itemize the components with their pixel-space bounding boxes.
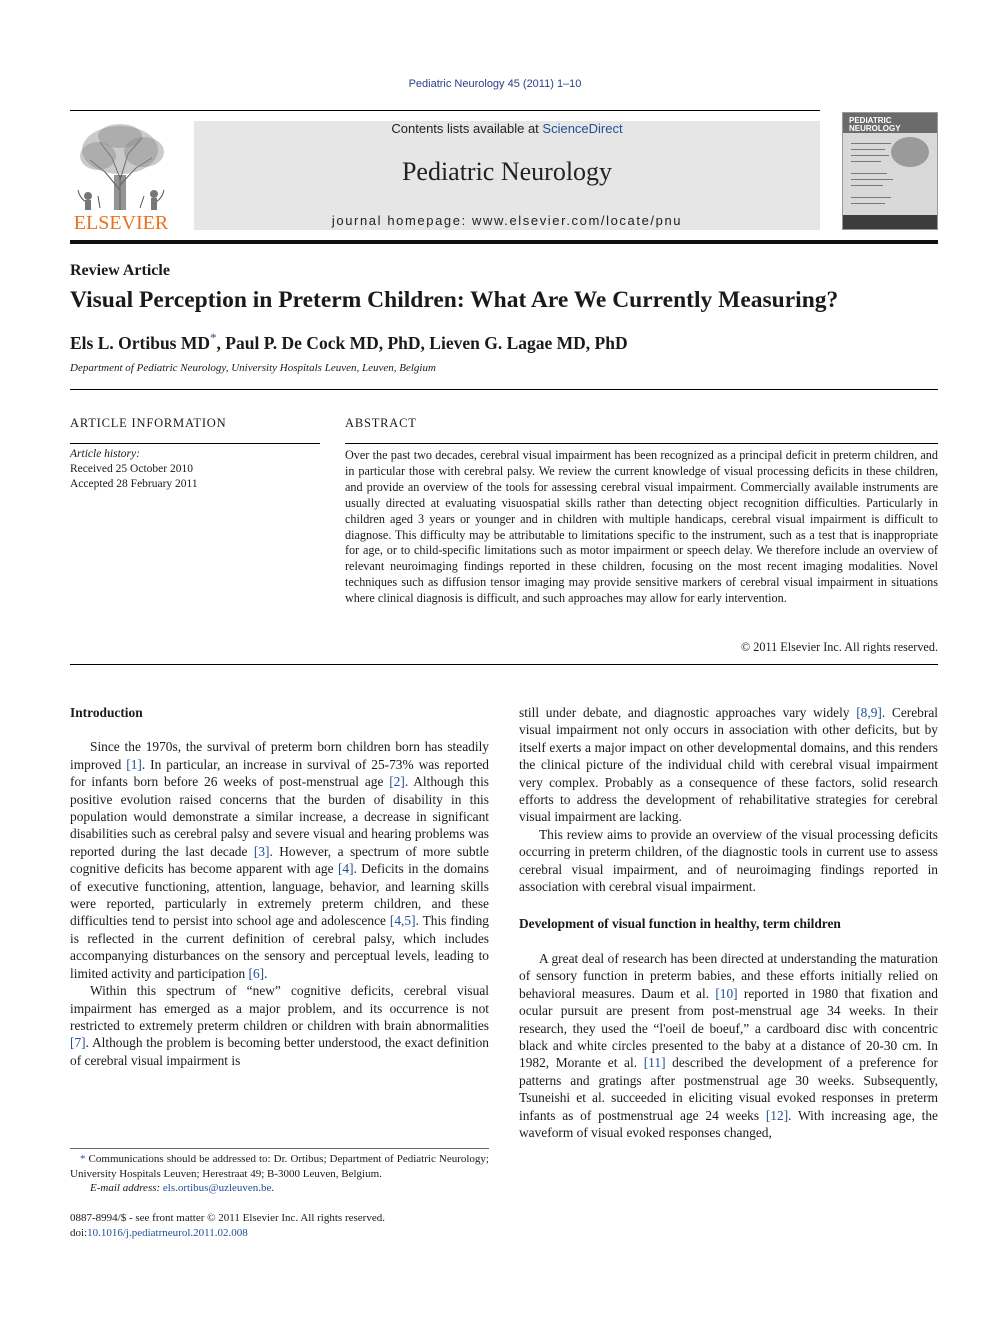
cover-footer — [843, 215, 938, 229]
cover-line — [851, 173, 887, 174]
section-rule — [70, 389, 938, 390]
author-name: Els L. Ortibus MD — [70, 332, 211, 353]
cover-line — [851, 143, 891, 144]
header-top-rule — [70, 110, 820, 111]
journal-cover-thumbnail[interactable] — [842, 112, 938, 230]
text-run: . With increasing age, the waveform of visual evoked responses changed, — [519, 1107, 938, 1140]
body-paragraph — [70, 982, 489, 1069]
header-thick-rule — [70, 240, 938, 244]
article-type: Review Article — [70, 262, 170, 279]
text-run: A great deal of research has been directed at understanding the maturation of sensory function in preterm babies, and these efforts initially relied on behavioral measures. Daum et al. — [519, 950, 938, 1001]
author-names: , Paul P. De Cock MD, PhD, Lieven G. Lagae MD, PhD — [216, 332, 628, 353]
article-history — [70, 447, 198, 492]
journal-homepage[interactable]: journal homepage: www.elsevier.com/locate/pnu — [331, 213, 683, 228]
text-run: . — [264, 965, 268, 981]
text-run: . This finding is reflected in the current definition of cerebral palsy, which includes accompanying disturbances on the sensory and perceptual levels, leading to limited activity and participation — [70, 913, 489, 981]
text-run: still under debate, and diagnostic approaches vary widely — [519, 705, 857, 720]
reference-link[interactable]: [1] — [126, 756, 142, 772]
abstract-heading: ABSTRACT — [345, 416, 417, 430]
section-rule — [70, 664, 938, 665]
elsevier-wordmark: ELSEVIER — [73, 212, 169, 234]
text-run: reported in 1980 that fixation and ocular pursuit are present from post-menstrual age 34 weeks. In their research, they used the “l'oeil de boeuf,” a cardboard disc with concentric black and white circles presented to the baby at a distance of 20-30 cm. In 1982, Morante et al. — [519, 985, 938, 1071]
cover-line — [851, 185, 883, 186]
cover-line — [851, 155, 889, 156]
accepted-date: Accepted 28 February 2011 — [70, 478, 198, 490]
cover-line — [851, 203, 885, 204]
text-run: . In particular, an increase in survival of 25-73% was reported for infants born before 26 weeks of post-menstrual age — [70, 756, 489, 790]
cover-brain-image — [891, 137, 929, 167]
section-heading-introduction: Introduction — [70, 705, 143, 720]
body-paragraph — [70, 738, 489, 982]
article-title: Visual Perception in Preterm Children: What Are We Currently Measuring? — [70, 287, 839, 313]
elsevier-logo[interactable] — [70, 120, 172, 232]
article-info-rule — [70, 443, 320, 444]
reference-link[interactable]: [12] — [765, 1107, 789, 1123]
text-run: Within this spectrum of “new” cognitive deficits, cerebral visual impairment has emerged as a major problem, and its occurrence is not restricted to extremely preterm children or children with brain abnormalities — [70, 983, 489, 1033]
reference-link[interactable]: [11] — [643, 1055, 666, 1071]
footnote — [70, 1152, 489, 1196]
author-list — [70, 330, 628, 354]
text-run: . Although the problem is becoming better understood, the exact definition of cerebral visual impairment is — [70, 1035, 489, 1068]
reference-link[interactable]: [4,5] — [389, 913, 416, 929]
cover-title: PEDIATRIC NEUROLOGY — [849, 116, 901, 133]
footnote-mark: * — [80, 1153, 86, 1165]
body-paragraph — [519, 704, 938, 826]
cover-line — [851, 197, 891, 198]
sciencedirect-link[interactable]: ScienceDirect — [542, 121, 623, 136]
contents-prefix: Contents lists available at — [391, 121, 543, 136]
doi-line — [70, 1226, 385, 1241]
text-run: described the development of a preference for patterns and gratings after postmenstrual age 30 weeks. Subsequently, Tsuneishi et al. succeeded in eliciting visual evoked responses in preterm infants as of postmenstrual age 24 weeks — [519, 1055, 938, 1123]
cover-line — [851, 179, 893, 180]
text-run: . However, a spectrum of more subtle cognitive deficits has become apparent with age — [70, 843, 489, 877]
email-label: E-mail address: — [90, 1182, 161, 1195]
body-paragraph: This review aims to provide an overview of the visual processing deficits occurring in preterm children, of the diagnostic tools in current use to assess cerebral visual impairment, and of neuroimaging findings reported in association with cerebral visual impairment. — [519, 826, 938, 895]
reference-link[interactable]: [2] — [389, 774, 405, 790]
journal-citation[interactable]: Pediatric Neurology 45 (2011) 1–10 — [408, 78, 582, 90]
abstract-text: Over the past two decades, cerebral visual impairment has been recognized as a principal deficit in preterm children, and in particular those with cerebral palsy. We review the current knowledge of visual processing deficits in these children, and provide an overview of the tools for assessing cerebral visual impairment. Commercially available instruments are usually directed at evaluating visuospatial skills rather than detecting object recognition difficulties. Particularly in children aged 3 years or younger and in children with multiple handicaps, cerebral visual impairment is difficult to diagnose. This difficulty may be attributable to limitations specific to the instrument, such as a test that is inappropriate for age, or to child-specific limitations such as motor impairment or speech delay. We therefore include an overview of relevant neuroimaging findings reported in these children, focusing on the most recent imaging modalities. Novel techniques such as diffusion tensor imaging may provide sensitive markers of cerebral visual impairment in situations where clinical diagnosis is difficult, and such approaches may allow for early intervention. — [345, 448, 938, 606]
cover-line — [851, 149, 885, 150]
reference-link[interactable]: [3] — [253, 843, 270, 859]
email-link[interactable]: els.ortibus@uzleuven.be — [162, 1182, 272, 1195]
journal-title: Pediatric Neurology — [401, 157, 613, 186]
footnote-text — [70, 1152, 489, 1181]
doi-label: doi: — [70, 1227, 88, 1239]
article-info-heading: ARTICLE INFORMATION — [70, 416, 227, 430]
body-column-left — [70, 704, 489, 1069]
corresponding-author-mark[interactable]: * — [210, 330, 217, 345]
copyright-line: © 2011 Elsevier Inc. All rights reserved. — [741, 640, 938, 654]
section-heading-development: Development of visual function in healthy, term children — [519, 916, 841, 932]
reference-link[interactable]: [6] — [248, 965, 265, 981]
contents-line — [194, 121, 820, 136]
doi-link[interactable]: 10.1016/j.pediatrneurol.2011.02.008 — [87, 1227, 248, 1239]
history-label: Article history: — [70, 448, 140, 460]
reference-link[interactable]: [8,9] — [856, 705, 882, 720]
email-end: . — [271, 1182, 275, 1195]
affiliation: Department of Pediatric Neurology, University Hospitals Leuven, Leuven, Belgium — [70, 362, 436, 374]
received-date: Received 25 October 2010 — [70, 463, 193, 475]
text-run: . Deficits in the domains of executive functioning, attention, language, behavior, and learning skills were reported, particularly in extremely preterm children, and these difficulties tend to persist into school age and adolescence — [70, 861, 489, 929]
abstract-rule — [345, 443, 938, 444]
issn-block — [70, 1211, 385, 1241]
text-run: . Although this positive evolution raised concerns that the burden of disability in this population would demonstrate a similar increase, a decrease in significant disabilities such as cerebral palsy and severe visual and hearing problems was reported during the last decade — [70, 774, 489, 859]
reference-link[interactable]: [7] — [70, 1035, 86, 1051]
footnote-body: Communications should be addressed to: Dr. Ortibus; Department of Pediatric Neurology; University Hospitals Leuven; Herestraat 49; B-3000 Leuven, Belgium. — [70, 1153, 489, 1180]
journal-header-box — [194, 121, 820, 230]
text-run: Since the 1970s, the survival of preterm born children born has steadily improved — [70, 739, 489, 772]
reference-link[interactable]: [10] — [715, 985, 738, 1001]
body-column-right — [519, 704, 938, 1141]
footnote-email-line — [70, 1181, 489, 1196]
footnote-rule — [70, 1148, 489, 1149]
cover-line — [851, 161, 881, 162]
text-run: . Cerebral visual impairment not only occurs in association with other deficits, but by itself exerts a major impact on other developmental domains, and this renders the clinical picture of the individual child with cerebral visual impairment very complex. Probably as a consequence of these factors, solid research efforts to address the development of rehabilitative strategies for cerebral visual impairment are lacking. — [519, 705, 938, 825]
tree-logo-icon — [70, 120, 172, 212]
issn-line: 0887-8994/$ - see front matter © 2011 Elsevier Inc. All rights reserved. — [70, 1212, 385, 1224]
body-paragraph — [519, 950, 938, 1141]
reference-link[interactable]: [4] — [337, 861, 354, 877]
